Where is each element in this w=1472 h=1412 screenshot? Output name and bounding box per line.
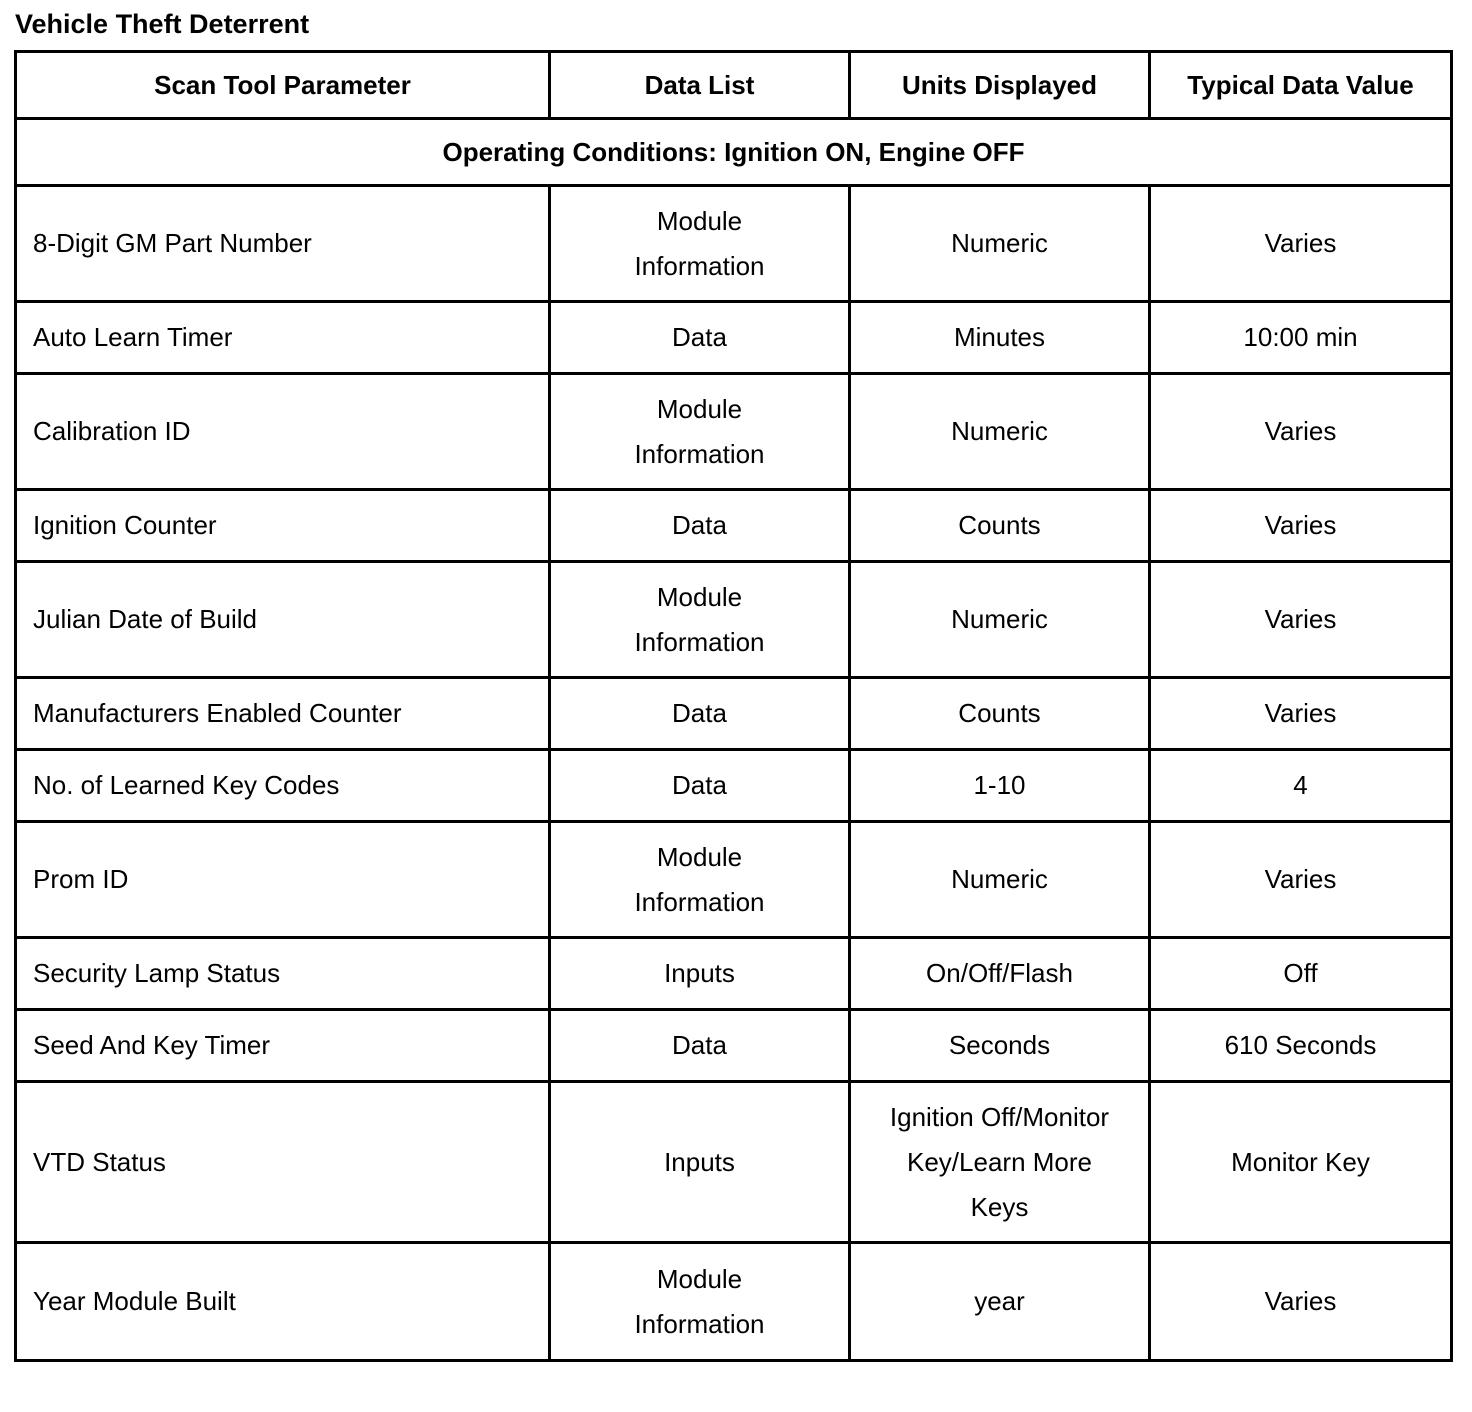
units-cell: Ignition Off/Monitor Key/Learn More Keys xyxy=(850,1082,1150,1243)
parameter-cell: Year Module Built xyxy=(16,1243,550,1361)
table-row xyxy=(16,1243,1452,1361)
typical-value-cell: Off xyxy=(1150,938,1452,1010)
units-cell: 1-10 xyxy=(850,750,1150,822)
typical-value-cell: Varies xyxy=(1150,562,1452,678)
parameter-cell: No. of Learned Key Codes xyxy=(16,750,550,822)
header-scan-tool-parameter: Scan Tool Parameter xyxy=(16,52,550,119)
typical-value-cell: 610 Seconds xyxy=(1150,1010,1452,1082)
units-cell: Numeric xyxy=(850,822,1150,938)
parameter-cell: 8-Digit GM Part Number xyxy=(16,186,550,302)
table-row xyxy=(16,186,1452,302)
units-cell: On/Off/Flash xyxy=(850,938,1150,1010)
data-list-cell: Data xyxy=(550,490,850,562)
data-list-cell: Module Information xyxy=(550,1243,850,1361)
typical-value-cell: Varies xyxy=(1150,822,1452,938)
table-row xyxy=(16,562,1452,678)
table-header-row xyxy=(16,52,1452,119)
header-data-list: Data List xyxy=(550,52,850,119)
data-list-cell: Data xyxy=(550,302,850,374)
units-cell: Numeric xyxy=(850,374,1150,490)
parameter-cell: Security Lamp Status xyxy=(16,938,550,1010)
data-list-cell: Data xyxy=(550,750,850,822)
table-row xyxy=(16,678,1452,750)
data-list-cell: Inputs xyxy=(550,1082,850,1243)
units-cell: Seconds xyxy=(850,1010,1150,1082)
table-row xyxy=(16,490,1452,562)
units-cell: Numeric xyxy=(850,186,1150,302)
data-list-cell: Module Information xyxy=(550,822,850,938)
data-list-cell: Module Information xyxy=(550,186,850,302)
parameter-cell: VTD Status xyxy=(16,1082,550,1243)
data-list-cell: Module Information xyxy=(550,562,850,678)
typical-value-cell: 10:00 min xyxy=(1150,302,1452,374)
table-row xyxy=(16,750,1452,822)
typical-value-cell: Varies xyxy=(1150,1243,1452,1361)
operating-conditions: Operating Conditions: Ignition ON, Engine OFF xyxy=(16,119,1452,186)
units-cell: Minutes xyxy=(850,302,1150,374)
document-title: Vehicle Theft Deterrent xyxy=(15,9,310,39)
data-list-cell: Data xyxy=(550,1010,850,1082)
header-units-displayed: Units Displayed xyxy=(850,52,1150,119)
parameter-cell: Ignition Counter xyxy=(16,490,550,562)
table-row xyxy=(16,822,1452,938)
header-typical-data-value: Typical Data Value xyxy=(1150,52,1452,119)
parameter-cell: Calibration ID xyxy=(16,374,550,490)
parameter-cell: Seed And Key Timer xyxy=(16,1010,550,1082)
units-cell: Counts xyxy=(850,490,1150,562)
units-cell: year xyxy=(850,1243,1150,1361)
table-row xyxy=(16,1010,1452,1082)
units-cell: Numeric xyxy=(850,562,1150,678)
typical-value-cell: Varies xyxy=(1150,374,1452,490)
operating-conditions-row xyxy=(16,119,1452,186)
table-row xyxy=(16,1082,1452,1243)
typical-value-cell: 4 xyxy=(1150,750,1452,822)
typical-value-cell: Varies xyxy=(1150,678,1452,750)
data-list-cell: Module Information xyxy=(550,374,850,490)
parameter-cell: Auto Learn Timer xyxy=(16,302,550,374)
parameter-cell: Manufacturers Enabled Counter xyxy=(16,678,550,750)
parameter-cell: Julian Date of Build xyxy=(16,562,550,678)
scan-tool-data-table xyxy=(14,50,1453,1362)
units-cell: Counts xyxy=(850,678,1150,750)
data-list-cell: Inputs xyxy=(550,938,850,1010)
typical-value-cell: Varies xyxy=(1150,186,1452,302)
typical-value-cell: Varies xyxy=(1150,490,1452,562)
typical-value-cell: Monitor Key xyxy=(1150,1082,1452,1243)
table-row xyxy=(16,938,1452,1010)
table-row xyxy=(16,302,1452,374)
parameter-cell: Prom ID xyxy=(16,822,550,938)
data-list-cell: Data xyxy=(550,678,850,750)
table-row xyxy=(16,374,1452,490)
